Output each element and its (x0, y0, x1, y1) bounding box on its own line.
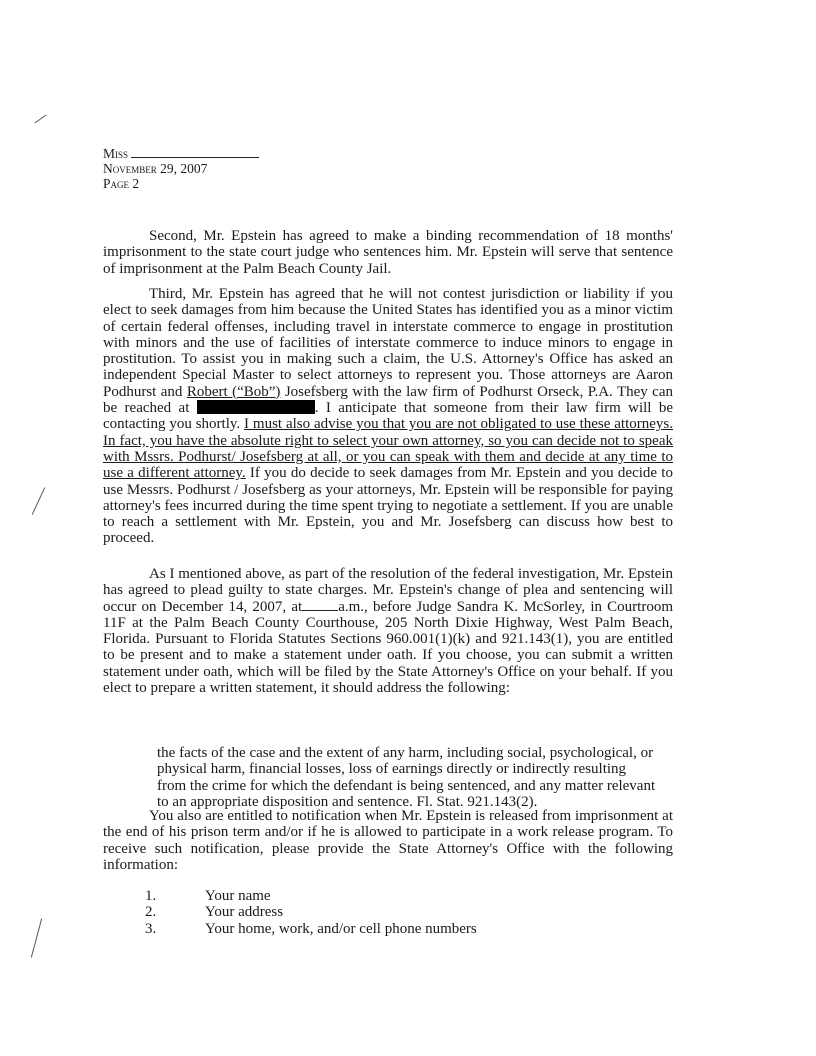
paragraph-text: . I anticipate that someone from their law firm will be contacting you shortly. (103, 400, 674, 433)
paragraph-sentence (103, 228, 673, 277)
list-item (145, 888, 477, 904)
list-number: 3. (145, 920, 157, 937)
letter-header (103, 146, 259, 191)
paragraph-text: Second, Mr. Epstein has agreed to make a binding recommendation of 18 months' imprisonment to the state court judge who sentences him. Mr. Epstein will serve that sentence of imprisonment at the Palm Beach County Jail. (103, 228, 673, 277)
paragraph-text: If you do decide to seek damages from Mr. Epstein and you decide to use Messrs. Podhurst / Josefsberg as your attorneys, Mr. Epstein will be responsible for paying attorney's fees incurred during the time spent trying to negotiate a settlement. If you are unable to reach a settlement with Mr. Epstein, you and Mr. Josefsberg can discuss how best to proceed. (103, 465, 673, 547)
underlined-name: Robert (“Bob”) (186, 383, 281, 400)
scan-mark (31, 919, 42, 958)
list-number: 1. (145, 888, 157, 904)
redaction-box (197, 400, 315, 414)
paragraph-text: Third, Mr. Epstein has agreed that he will not contest jurisdiction or liability if you elect to seek damages from him because the United States has identified you as a minor victim of certain federal offenses, including travel in interstate commerce to engage in prostitution with minors and the use of facilities of interstate commerce to induce minors to engage in prostitution. To assist you in making such a claim, the U.S. Attorney's Office has asked an independent Special Master to select attorneys to represent you. Those attorneys are Aaron Podhurst and (103, 286, 673, 400)
paragraph-damages (103, 286, 673, 547)
paragraph-text: Josefsberg with the law firm of Podhurst Orseck, P.A. They can be reached at (103, 383, 674, 417)
list-text: Your home, work, and/or cell phone numbers (205, 920, 477, 937)
info-list (145, 888, 477, 937)
paragraph-text: You also are entitled to notification when Mr. Epstein is released from imprisonment at the end of his prison term and/or if he is allowed to participate in a work release program. To receive such notification, please provide the State Attorney's Office with the following information: (103, 808, 673, 873)
scan-mark (34, 115, 46, 124)
statute-quote: the facts of the case and the extent of any harm, including social, psychological, or physical harm, financial losses, loss of earnings directly or indirectly resulting from the crime for which the defendant is being sentenced, and any matter relevant to an appropriate disposition and sentence. Fl. Stat. 921.143(2). (157, 745, 656, 810)
paragraph-notification (103, 808, 673, 873)
recipient-blank (131, 157, 259, 158)
time-blank (302, 600, 338, 611)
letter-date: November 29, 2007 (103, 161, 208, 176)
scan-mark (32, 487, 46, 515)
list-number: 2. (145, 904, 157, 921)
list-item (145, 904, 477, 920)
list-text: Your name (205, 888, 271, 904)
recipient-label: Miss (103, 146, 129, 161)
list-text: Your address (205, 904, 284, 921)
paragraph-text: As I mentioned above, as part of the resolution of the federal investigation, Mr. Epstein has agreed to plead guilty to state charges. Mr. Epstein's change of plea and sentencing will occur on December 14, 2007, at (103, 566, 673, 615)
paragraph-text: a.m., before Judge Sandra K. McSorley, in Courtroom 11F at the Palm Beach County Courthouse, 205 North Dixie Highway, West Palm Beach, Florida. Pursuant to Florida Statutes Sections 960.001(1)(k) and 921.143(1), you are entitled to be present and to make a statement under oath. If you choose, you can submit a written statement under oath, which will be filed by the State Attorney's Office on your behalf. If you elect to prepare a written statement, it should address the following: (103, 598, 674, 697)
page-number: Page 2 (103, 176, 140, 191)
list-item (145, 921, 477, 937)
underlined-advisory: I must also advise you that you are not obligated to use these attorneys. In fact, you have the absolute right to select your own attorney, so you can decide not to speak with Mssrs. Podhurst/ Josefsberg at all, or you can speak with them and decide at any time to use a different attorney. (103, 416, 673, 482)
paragraph-plea (103, 566, 673, 696)
